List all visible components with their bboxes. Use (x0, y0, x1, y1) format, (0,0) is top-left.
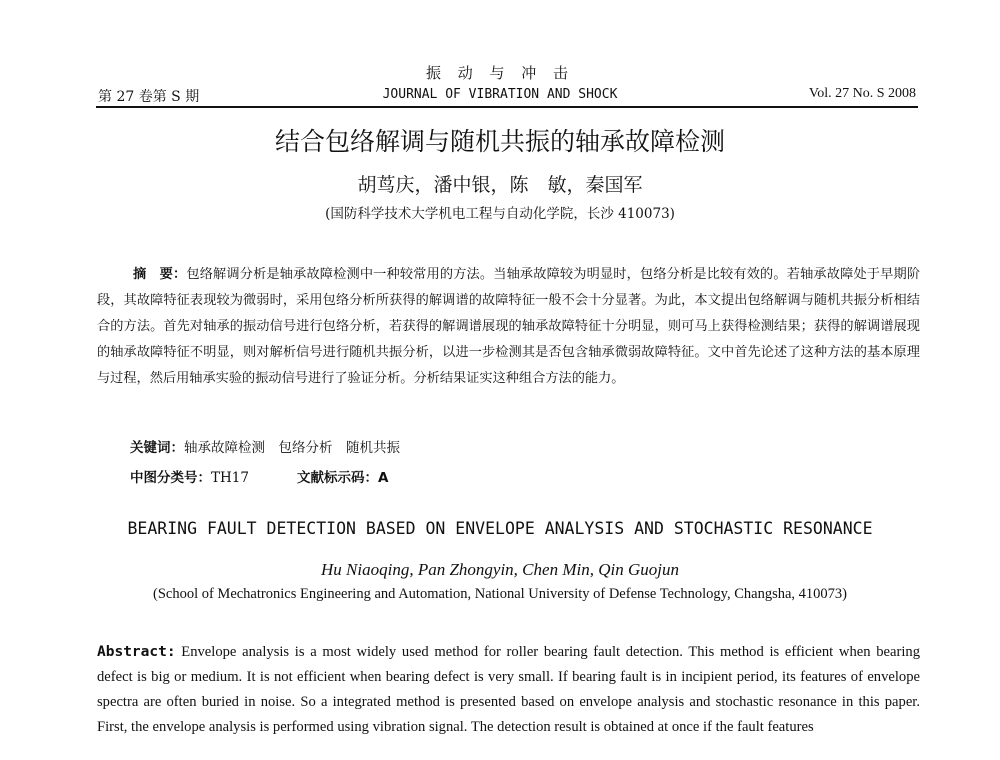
doc-code-label: 文献标示码： (296, 470, 378, 486)
volume-issue-en: Vol. 27 No. S 2008 (808, 86, 916, 101)
clc-label: 中图分类号： (130, 470, 211, 486)
abstract-text-en: Envelope analysis is a most widely used method for roller bearing fault detection. This method is efficient when bearing defect is big or medium. It is not efficient when bearing defect is very small. If bearing fault is in incipient period, its features of envelope spectra are often buried in noise. So a integrated method is presented based on envelope analysis and stochastic resonance in this paper. First, the envelope analysis is performed using vibration signal. The detection result is obtained at once if the fault features (97, 644, 920, 735)
authors-en: Hu Niaoqing, Pan Zhongyin, Chen Min, Qin Guojun (321, 560, 679, 579)
abstract-text-cn: 包络解调分析是轴承故障检测中一种较常用的方法。当轴承故障较为明显时，包络分析是比较有效的。若轴承故障处于早期阶段，其故障特征表现较为微弱时，采用包络分析所获得的解调谱的故障特征一般不会十分显著。为此，本文提出包络解调与随机共振分析相结合的方法。首先对轴承的振动信号进行包络分析，若获得的解调谱展现的轴承故障特征十分明显，则可马上获得检测结果；获得的解调谱展现的轴承故障特征不明显，则对解析信号进行随机共振分析，以进一步检测其是否包含轴承微弱故障特征。文中首先论述了这种方法的基本原理与过程，然后用轴承实验的振动信号进行了验证分析。分析结果证实这种组合方法的能力。 (97, 267, 921, 386)
header-divider (96, 106, 918, 108)
paper-title-cn: 结合包络解调与随机共振的轴承故障检测 (274, 127, 725, 156)
abstract-label-cn: 摘 要： (133, 267, 187, 282)
abstract-cn (97, 262, 920, 392)
abstract-en (97, 640, 920, 740)
volume-issue-cn: 第 27 卷第 S 期 (98, 89, 200, 105)
keywords-label: 关键词： (130, 440, 184, 456)
clc-value: TH17 (211, 470, 249, 486)
authors-cn: 胡茑庆，潘中银，陈 敏，秦国军 (357, 174, 643, 196)
affiliation-en: (School of Mechatronics Engineering and Automation, National University of Defense Technology, Changsha, 410073) (152, 586, 848, 602)
journal-name-cn: 振 动 与 冲 击 (425, 64, 575, 82)
journal-name-en: JOURNAL OF VIBRATION AND SHOCK (382, 87, 618, 102)
keywords-text: 轴承故障检测 包络分析 随机共振 (184, 440, 400, 456)
abstract-label-en: Abstract: (97, 644, 176, 660)
affiliation-cn: (国防科学技术大学机电工程与自动化学院，长沙 410073) (325, 206, 675, 222)
doc-code-value: A (377, 470, 389, 486)
keywords-line (130, 436, 400, 456)
classification-line (130, 466, 388, 486)
paper-title-en: BEARING FAULT DETECTION BASED ON ENVELOPE ANALYSIS AND STOCHASTIC RESONANCE (127, 519, 873, 538)
